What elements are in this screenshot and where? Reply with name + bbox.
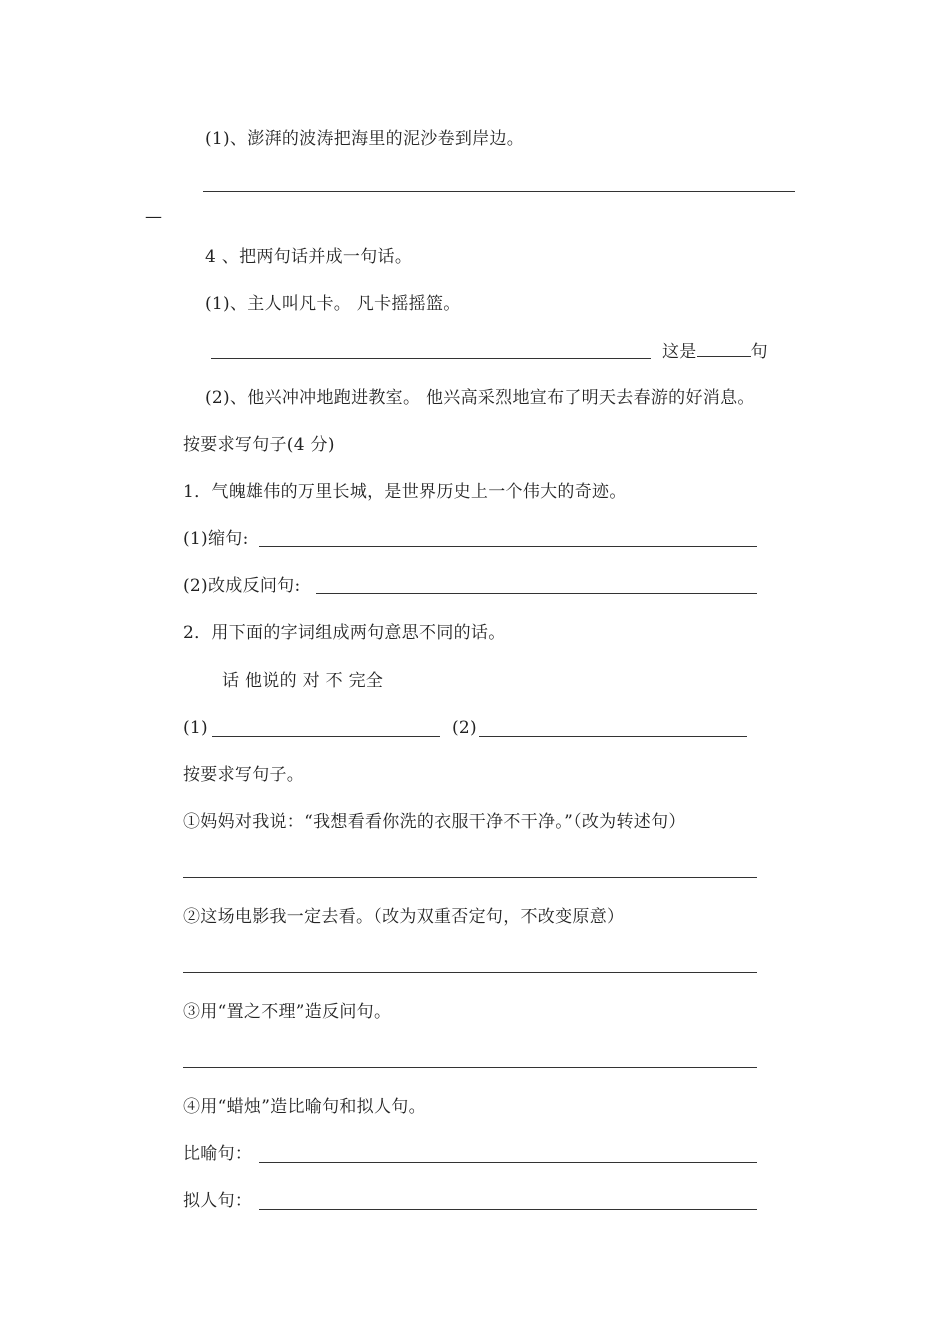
answer-line-s1-q2-1[interactable] xyxy=(212,736,440,737)
answer-line-rhetorical[interactable] xyxy=(316,593,757,594)
s2-q4-simile-label: 比喻句： xyxy=(183,1144,253,1164)
q4-title: 4 、把两句话并成一句话。 xyxy=(205,247,413,267)
s2-question-3: ③用“置之不理”造反问句。 xyxy=(183,1002,392,1022)
answer-line-simile[interactable] xyxy=(259,1162,757,1163)
s1-q1-rhetorical-label: (2)改成反问句: xyxy=(183,576,301,596)
s2-q4-personification-label: 拟人句： xyxy=(183,1191,253,1211)
s1-q1-condense-label: (1)缩句: xyxy=(183,529,249,549)
s1-q2-words: 话 他说的 对 不 完全 xyxy=(222,671,384,691)
q4-item-1-type xyxy=(662,340,768,363)
s1-q2-label-2: (2) xyxy=(452,718,477,738)
this-is-label: 这是 xyxy=(662,342,697,362)
s2-question-4: ④用“蜡烛”造比喻句和拟人句。 xyxy=(183,1097,426,1117)
s1-q2-label-1: (1) xyxy=(183,718,208,738)
section1-title: 按要求写句子(4 分) xyxy=(183,435,335,455)
answer-line-s2-3[interactable] xyxy=(183,1067,757,1068)
dash-mark: — xyxy=(145,207,163,227)
answer-line-q4-1[interactable] xyxy=(211,358,651,359)
answer-line-condense[interactable] xyxy=(259,546,757,547)
s1-question-2: 2．用下面的字词组成两句意思不同的话。 xyxy=(183,623,506,643)
section2-title: 按要求写句子。 xyxy=(183,765,305,785)
s2-question-2: ②这场电影我一定去看。（改为双重否定句，不改变原意） xyxy=(183,907,625,927)
sentence-suffix: 句 xyxy=(750,342,768,362)
answer-line-s1-q2-2[interactable] xyxy=(479,736,747,737)
s1-question-1: 1．气魄雄伟的万里长城，是世界历史上一个伟大的奇迹。 xyxy=(183,482,627,502)
q4-item-1: (1)、主人叫凡卡。 凡卡摇摇篮。 xyxy=(205,294,461,314)
q4-item-2: (2)、他兴冲冲地跑进教室。 他兴高采烈地宣布了明天去春游的好消息。 xyxy=(205,388,755,408)
s2-question-1: ①妈妈对我说：“我想看看你洗的衣服干净不干净。”（改为转述句） xyxy=(183,812,686,832)
q3-item-1: (1)、澎湃的波涛把海里的泥沙卷到岸边。 xyxy=(205,129,525,149)
answer-line-q3-1[interactable] xyxy=(203,191,795,192)
answer-line-s2-2[interactable] xyxy=(183,972,757,973)
answer-line-personification[interactable] xyxy=(259,1209,757,1210)
sentence-type-blank[interactable] xyxy=(697,340,751,357)
answer-line-s2-1[interactable] xyxy=(183,877,757,878)
